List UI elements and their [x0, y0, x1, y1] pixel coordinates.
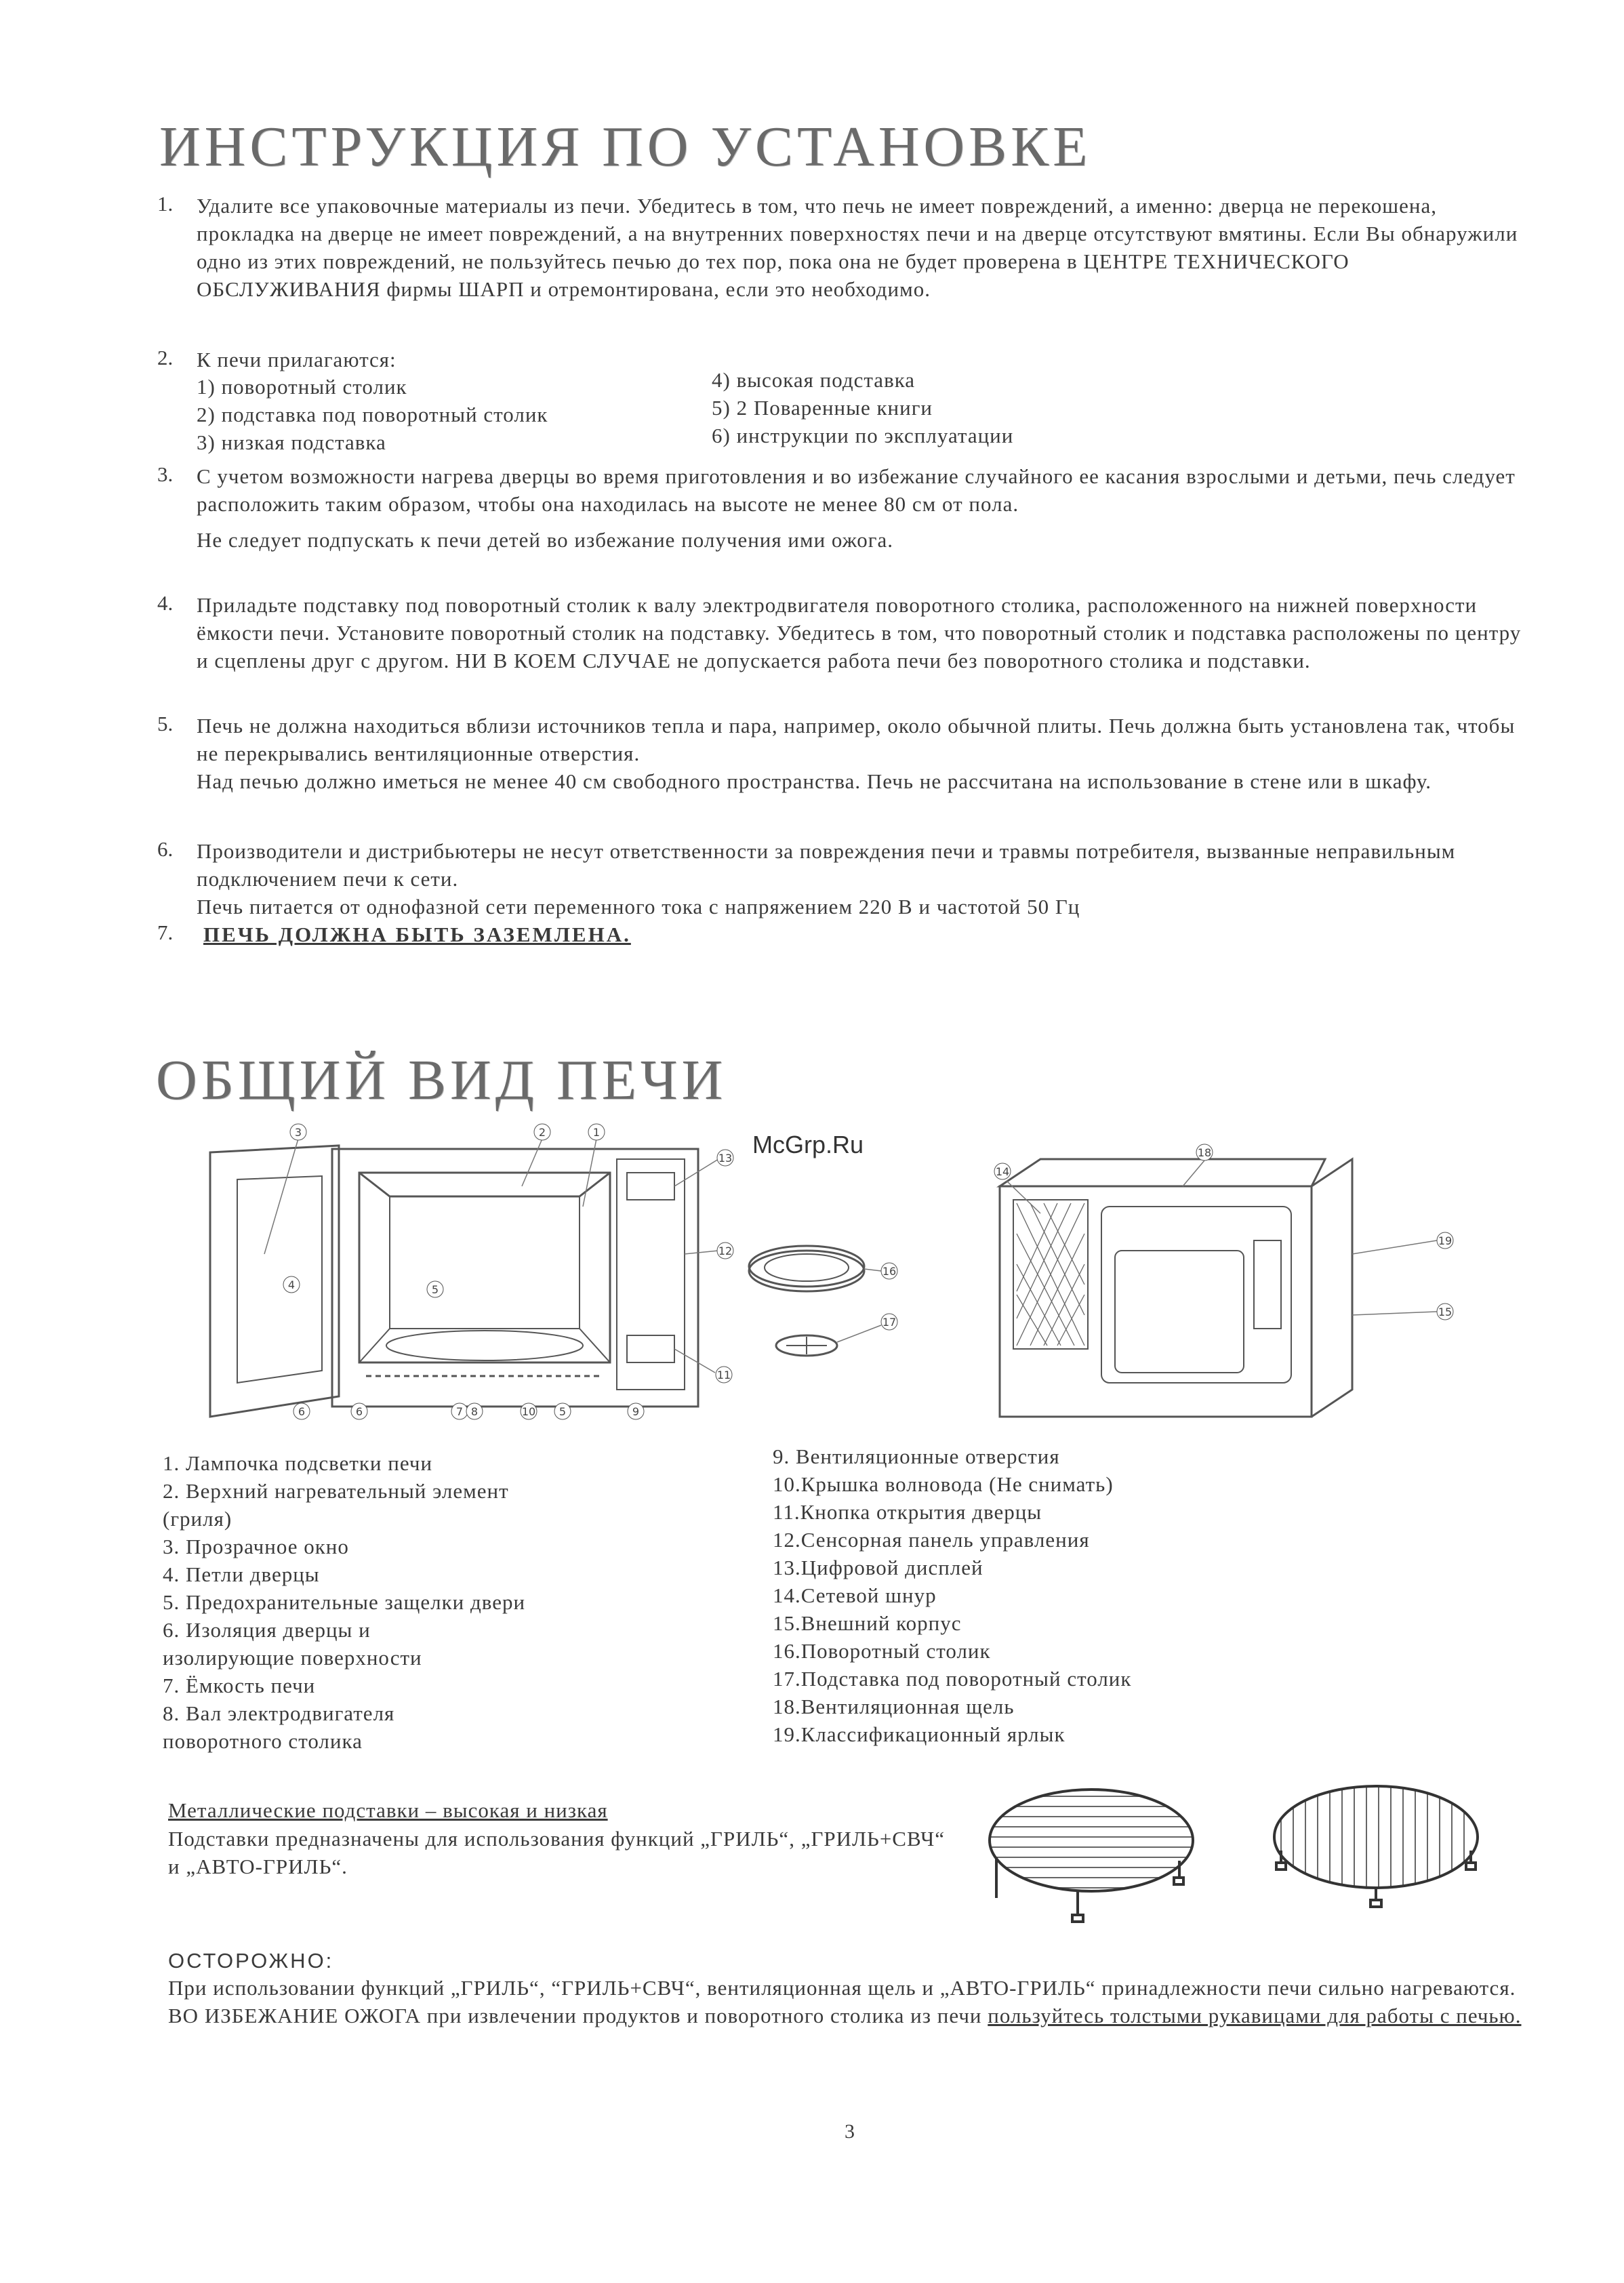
caution-heading: ОСТОРОЖНО: [168, 1949, 334, 1973]
item-3-extra: Не следует подпускать к печи детей во избежание получения ими ожога. [197, 528, 894, 552]
callout-5b [554, 1403, 571, 1419]
part-7: 7. Ёмкость печи [163, 1674, 316, 1697]
item-1-number: 1. [157, 192, 174, 216]
part-19: 19.Классификационный ярлык [773, 1722, 1065, 1746]
svg-text:14: 14 [995, 1165, 1010, 1178]
part-16: 16.Поворотный столик [773, 1639, 991, 1663]
callout-10 [521, 1403, 537, 1419]
callout-7 [451, 1403, 468, 1419]
accessory-3: 3) низкая подставка [197, 430, 386, 454]
svg-text:2: 2 [538, 1126, 546, 1139]
callout-14 [994, 1163, 1011, 1179]
item-2-number: 2. [157, 346, 174, 369]
part-15: 15.Внешний корпус [773, 1611, 962, 1635]
parts-list-right [773, 1442, 1131, 1748]
item-5-body: Печь не должна находиться вблизи источников тепла и пара, например, около обычной плиты. Печь должна быть установлена так, чтобы не перекрывались вентиляционные отверстия. [197, 714, 1516, 765]
accessories-right [712, 366, 1013, 449]
part-14: 14.Сетевой шнур [773, 1583, 937, 1607]
callout-17 [881, 1314, 897, 1330]
part-10: 10.Крышка волновода (Не снимать) [773, 1472, 1114, 1496]
svg-text:11: 11 [716, 1369, 731, 1381]
item-7-number: 7. [157, 921, 174, 944]
parts-list-left [163, 1449, 525, 1755]
part-2: 2. Верхний нагревательный элемент [163, 1479, 509, 1503]
accessory-6: 6) инструкции по эксплуатации [712, 424, 1014, 447]
item-5-number: 5. [157, 712, 174, 735]
svg-text:1: 1 [592, 1126, 601, 1139]
item-1-text [197, 192, 1525, 303]
part-1: 1. Лампочка подсветки печи [163, 1451, 433, 1475]
svg-text:3: 3 [294, 1126, 302, 1139]
item-3-number: 3. [157, 462, 174, 486]
item-6-number: 6. [157, 837, 174, 861]
svg-text:7: 7 [455, 1405, 464, 1418]
callout-6 [293, 1403, 310, 1419]
accessory-1: 1) поворотный столик [197, 375, 407, 399]
callout-16 [881, 1263, 897, 1279]
svg-text:9: 9 [632, 1405, 640, 1418]
callout-3 [290, 1124, 306, 1140]
accessory-2: 2) подставка под поворотный столик [197, 403, 548, 426]
part-6-cont: изолирующие поверхности [163, 1646, 422, 1670]
callout-19 [1437, 1232, 1453, 1249]
accessories-left [197, 373, 548, 456]
item-3-text [197, 462, 1525, 554]
caution-text [168, 1974, 1530, 2029]
accessory-5: 5) 2 Поваренные книги [712, 396, 933, 420]
callout-2 [534, 1124, 550, 1140]
item-5-text [197, 712, 1525, 795]
watermark: McGrp.Ru [752, 1131, 864, 1158]
item-6-extra: Печь питается от однофазной сети переменного тока с напряжением 220 В и частотой 50 Гц [197, 895, 1080, 918]
part-3: 3. Прозрачное окно [163, 1535, 349, 1558]
callout-12 [717, 1242, 733, 1259]
callout-11 [716, 1367, 732, 1383]
svg-text:12: 12 [718, 1245, 733, 1257]
caution-body: При использовании функций „ГРИЛЬ“, “ГРИЛЬ+СВЧ“, вентиляционная щель и „АВТО-ГРИЛЬ“ принадлежности печи сильно нагреваются. ВО ИЗБЕЖАНИЕ ОЖОГА при извлечении продуктов и поворотного столика из печи [168, 1976, 1516, 2027]
accessory-4: 4) высокая подставка [712, 368, 916, 392]
part-18: 18.Вентиляционная щель [773, 1695, 1015, 1718]
page-number: 3 [845, 2120, 855, 2143]
part-17: 17.Подставка под поворотный столик [773, 1667, 1132, 1691]
svg-text:6: 6 [355, 1405, 363, 1418]
part-13: 13.Цифровой дисплей [773, 1556, 983, 1579]
part-11: 11.Кнопка открытия дверцы [773, 1500, 1042, 1524]
callout-4 [283, 1276, 300, 1293]
callout-8 [466, 1403, 483, 1419]
part-2-cont: (гриля) [163, 1507, 232, 1531]
item-3-body: С учетом возможности нагрева дверцы во время приготовления и во избежание случайного ее касания взрослыми и детьми, печь следует расположить таким образом, чтобы она находилась на высоте не менее 80 см от пола. [197, 464, 1516, 516]
callout-9 [628, 1403, 644, 1419]
item-4-body: Приладьте подставку под поворотный столик к валу электродвигателя поворотного столика, расположенного на нижней поверхности ёмкости печи. Установите поворотный столик на подставку. Убедитесь в том, что поворотный столик и подставка расположены по центру и сцеплены друг с другом. НИ В КОЕМ СЛУЧАЕ не допускается работа печи без поворотного столика и подставки. [197, 593, 1522, 672]
svg-text:13: 13 [718, 1152, 733, 1165]
racks-illustration [983, 1776, 1539, 1932]
item-1-body: Удалите все упаковочные материалы из печи. Убедитесь в том, что печь не имеет повреждений, а именно: дверца не перекошена, прокладка на дверце не имеет повреждений, а на внутренних поверхностях печи и на дверце отсутствуют вмятины. Если Вы обнаружили одно из этих повреждений, не пользуйтесь печью до тех пор, пока она не будет проверена в ЦЕНТРЕ ТЕХНИЧЕСКОГО ОБСЛУЖИВАНИЯ фирмы ШАРП и отремонтирована, если это необходимо. [197, 194, 1518, 301]
svg-text:10: 10 [521, 1405, 536, 1418]
part-8-cont: поворотного столика [163, 1729, 363, 1753]
callout-13 [717, 1150, 733, 1166]
section-title-overview: ОБЩИЙ ВИД ПЕЧИ [156, 1049, 727, 1112]
part-8: 8. Вал электродвигателя [163, 1701, 395, 1725]
item-6-body: Производители и дистрибьютеры не несут ответственности за повреждения печи и травмы потребителя, вызванные неправильным подключением печи к сети. [197, 839, 1456, 891]
part-9: 9. Вентиляционные отверстия [773, 1444, 1060, 1468]
item-4-number: 4. [157, 591, 174, 615]
part-4: 4. Петли дверцы [163, 1562, 320, 1586]
callout-15 [1437, 1304, 1453, 1320]
part-6: 6. Изоляция дверцы и [163, 1618, 371, 1642]
item-4-text [197, 591, 1525, 674]
item-7-text: ПЕЧЬ ДОЛЖНА БЫТЬ ЗАЗЕМЛЕНА. [203, 923, 631, 946]
callout-6b [351, 1403, 367, 1419]
callout-18 [1196, 1144, 1213, 1160]
racks-heading: Металлические подставки – высокая и низкая [168, 1798, 608, 1822]
section-title-installation: ИНСТРУКЦИЯ ПО УСТАНОВКЕ [159, 115, 1092, 178]
part-12: 12.Сенсорная панель управления [773, 1528, 1090, 1552]
callout-5 [427, 1281, 443, 1297]
svg-text:6: 6 [298, 1405, 306, 1418]
item-6-text [197, 837, 1525, 921]
svg-text:16: 16 [882, 1265, 897, 1278]
svg-text:17: 17 [882, 1316, 897, 1329]
oven-open-diagram [197, 1118, 996, 1437]
svg-text:18: 18 [1197, 1146, 1212, 1159]
svg-text:19: 19 [1438, 1234, 1453, 1247]
svg-text:15: 15 [1438, 1306, 1453, 1318]
caution-underlined: пользуйтесь толстыми рукавицами для работы с печью. [988, 2004, 1522, 2027]
svg-text:4: 4 [287, 1278, 296, 1291]
svg-text:5: 5 [431, 1283, 439, 1296]
svg-text:5: 5 [559, 1405, 567, 1418]
oven-rear-diagram [986, 1139, 1474, 1430]
svg-text:8: 8 [470, 1405, 479, 1418]
item-5-extra: Над печью должно иметься не менее 40 см свободного пространства. Печь не рассчитана на использование в стене или в шкафу. [197, 769, 1432, 793]
racks-text: Подставки предназначены для использования функций „ГРИЛЬ“, „ГРИЛЬ+СВЧ“ и „АВТО-ГРИЛЬ“. [168, 1827, 946, 1878]
part-5: 5. Предохранительные защелки двери [163, 1590, 526, 1614]
callout-1 [588, 1124, 605, 1140]
item-2-text: К печи прилагаются: [197, 348, 397, 371]
